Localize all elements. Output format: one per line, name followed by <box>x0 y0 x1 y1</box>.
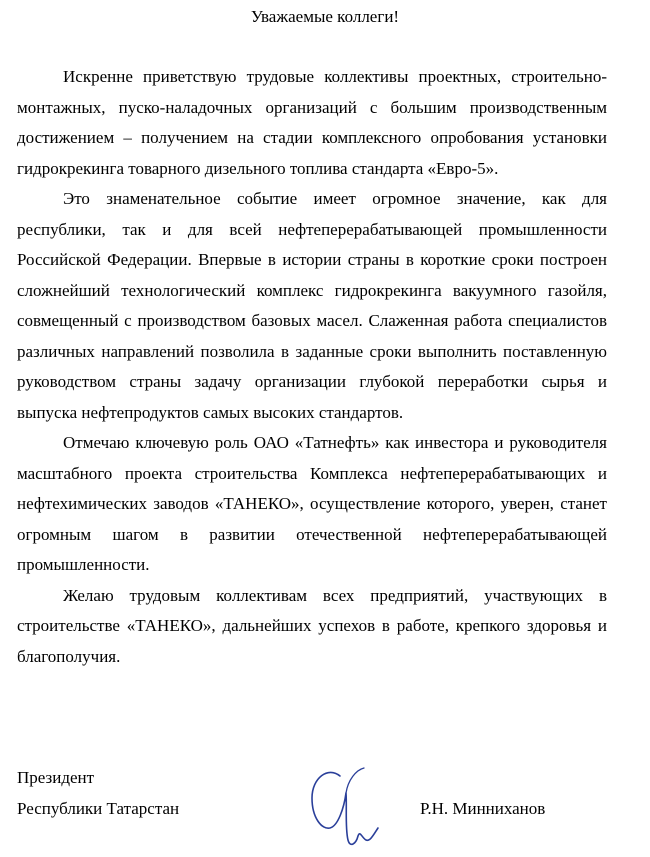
signatory-name: Р.Н. Минниханов <box>420 799 546 818</box>
signatory-title-line-1: Президент <box>17 768 95 787</box>
signatory-title-line-2: Республики Татарстан <box>17 799 180 818</box>
paragraph-4: Желаю трудовым коллективам всех предприятий, участвующих в строительстве «ТАНЕКО», дальнейших успехов в работе, крепкого здоровья и благополучия. <box>17 585 607 666</box>
signature-flourish <box>346 768 364 793</box>
paragraph-3: Отмечаю ключевую роль ОАО «Татнефть» как инвестора и руководителя масштабного проекта строительства Комплекса нефтеперерабатывающих и нефтехимических заводов «ТАНЕКО», осуществление которого, уверен, станет огромным шагом в развитии отечественной нефтеперерабатывающей промышленности. <box>17 433 607 574</box>
handwritten-signature <box>300 758 390 853</box>
paragraph-2: Это знаменательное событие имеет огромное значение, как для республики, так и для всей нефтеперерабатывающей промышленности Российской Федерации. Впервые в истории страны в короткие сроки построен сложнейший технологический комплекс гидрокрекинга вакуумного газойля, совмещенный с производством базовых масел. Слаженная работа специалистов различных направлений позволила в заданные сроки выполнить поставленную руководством страны задачу организации глубокой переработки сырья и выпуска нефтепродуктов самых высоких стандартов. <box>17 189 607 422</box>
salutation: Уважаемые коллеги! <box>250 7 400 26</box>
signature-stroke <box>312 772 378 844</box>
paragraph-1: Искренне приветствую трудовые коллективы проектных, строительно-монтажных, пуско-наладочных организаций с большим производственным достижением – получением на стадии комплексного опробования установки гидрокрекинга товарного дизельного топлива стандарта «Евро-5». <box>17 67 607 178</box>
letter-body <box>17 62 607 672</box>
